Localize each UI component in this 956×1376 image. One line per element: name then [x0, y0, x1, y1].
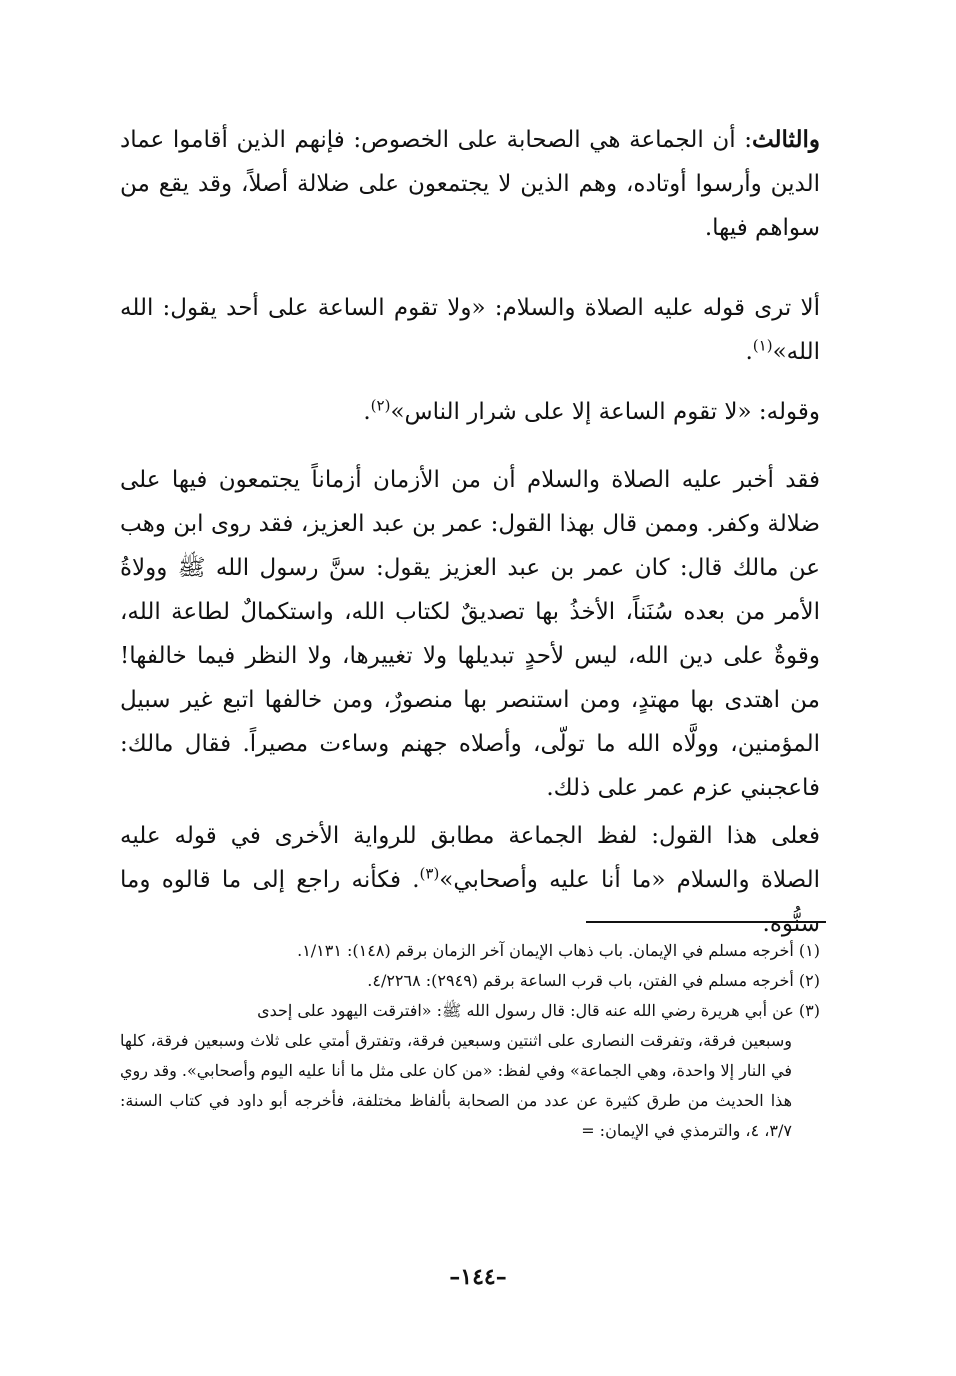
- paragraph-text: [120, 390, 820, 434]
- paragraph-hadith-two: [120, 390, 820, 434]
- footnote-divider: [586, 921, 826, 923]
- paragraph-body: فعلى هذا القول: لفظ الجماعة مطابق للرواية الأخرى في قوله عليه الصلاة والسلام «ما أنا عليه وأصحابي»: [120, 823, 821, 893]
- footnote-ref-3: (٣): [419, 864, 440, 883]
- paragraph-text: فقد أخبر عليه الصلاة والسلام أن من الأزمان أزماناً يجتمعون فيها على ضلالة وكفر. وممن قال بهذا القول: عمر بن عبد العزيز، فقد روى ابن وهب عن مالك قال: كان عمر بن عبد العزيز يقول: سنَّ رسول الله ﷺ وولاةُ الأمر من بعده سُنَناً، الأخذُ بها تصديقٌ لكتاب الله، واستكمالٌ لطاعة الله، وقوةٌ على دين الله، ليس لأحدٍ تبديلها ولا تغييرها، ولا النظر فيما خالفها! من اهتدى بها مهتدٍ، ومن استنصر بها منصورٌ، ومن خالفها اتبع غير سبيل المؤمنين، وولَّاه الله ما تولّى، وأصلاه جهنم وساءت مصيراً. فقال مالك: فاعجبني عزم عمر على ذلك.: [120, 467, 820, 801]
- paragraph-end: . فكأنه راجع إلى ما قالوه وما سنُّوه.: [120, 867, 820, 937]
- footnote-1: (١) أخرجه مسلم في الإيمان. باب ذهاب الإيمان آخر الزمان برقم (١٤٨): ١/١٣١.: [297, 941, 820, 960]
- paragraph-umar-quote: [120, 458, 820, 810]
- paragraph-text: [120, 286, 820, 374]
- footnotes: [120, 936, 820, 1146]
- paragraph-end: .: [745, 339, 753, 365]
- paragraph-lead-word: والثالث: [751, 126, 820, 153]
- paragraph-text: [120, 814, 820, 946]
- footnote-3-first-line: (٣) عن أبي هريرة رضي الله عنه قال: قال رسول الله ﷺ: «افترقت اليهود على إحدى: [257, 1001, 820, 1020]
- footnote-ref-1: (١): [752, 336, 773, 355]
- page-number: –١٤٤–: [449, 1264, 507, 1290]
- paragraph-hadith-one: [120, 286, 820, 374]
- paragraph-conclusion: [120, 814, 820, 946]
- footnote-2: (٢) أخرجه مسلم في الفتن، باب قرب الساعة برقم (٢٩٤٩): ٤/٢٢٦٨.: [367, 971, 820, 990]
- paragraph-text: [120, 118, 820, 250]
- paragraph-end: .: [363, 399, 371, 425]
- paragraph-body: : أن الجماعة هي الصحابة على الخصوص: فإنهم الذين أقاموا عماد الدين وأرسوا أوتاده، وهم الذين لا يجتمعون على ضلالة أصلاً، وقد يقع من سواهم فيها.: [120, 127, 820, 241]
- footnote-ref-2: (٢): [370, 396, 391, 415]
- paragraph-body: وقوله: «لا تقوم الساعة إلا على شرار الناس»: [390, 399, 820, 425]
- paragraph-body: ألا ترى قوله عليه الصلاة والسلام: «ولا تقوم الساعة على أحد يقول: الله الله»: [120, 295, 820, 365]
- paragraph-third-view: [120, 118, 820, 250]
- footnote-3-continuation: وسبعين فرقة، وتفرقت النصارى على اثنتين وسبعين فرقة، وتفترق أمتي على ثلاث وسبعين فرقة، كلها في النار إلا واحدة، وهي الجماعة» وفي لفظ: «من كان على مثل ما أنا عليه اليوم وأصحابي». وقد روي هذا الحديث من طرق كثيرة عن عدد من الصحابة بألفاظ مختلفة، فأخرجه أبو داود في كتاب السنة: ٣/٧، ٤، والترمذي في الإيمان: =: [120, 1031, 792, 1140]
